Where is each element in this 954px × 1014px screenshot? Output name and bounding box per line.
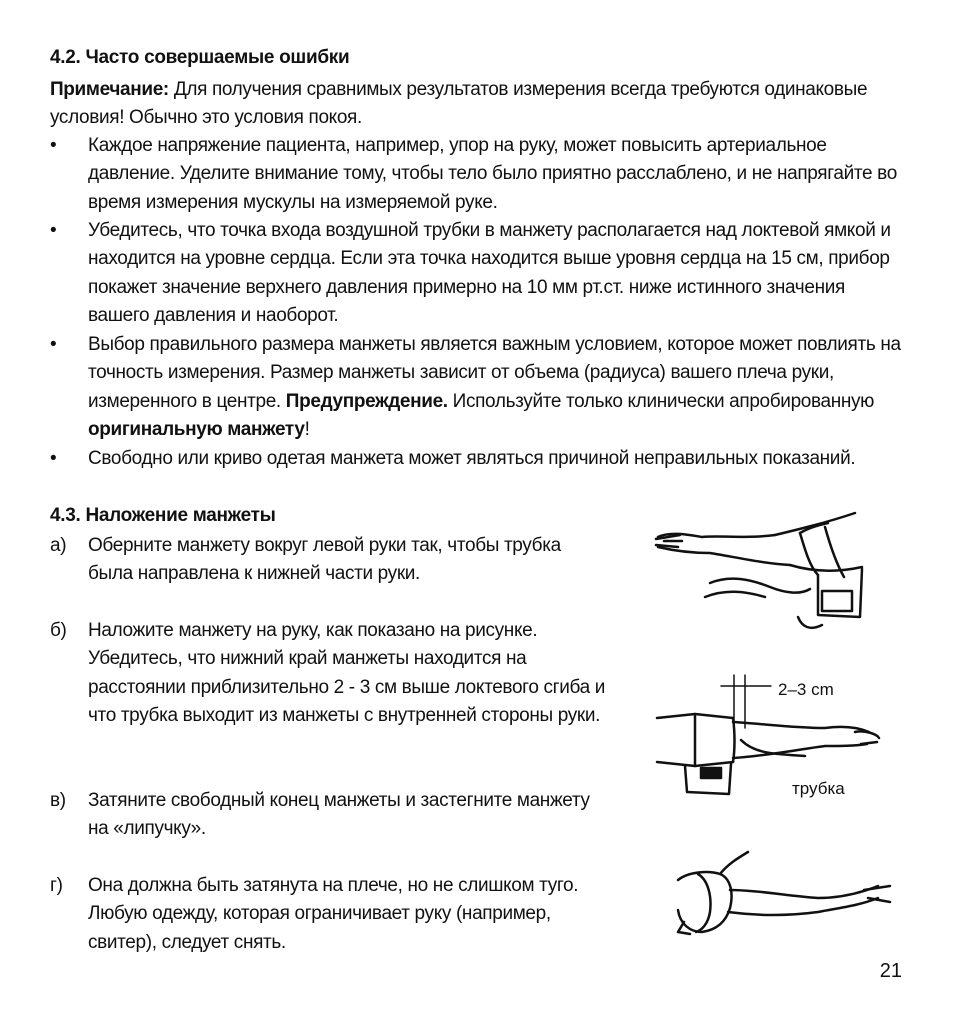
- section-heading-4-2: 4.2. Часто совершаемые ошибки: [50, 47, 350, 68]
- note-text: Для получения сравнимых результатов измерения всегда требуются одинаковые условия! Обычно это условия покоя.: [50, 79, 868, 129]
- bullet-item: [50, 132, 910, 217]
- bullet-dot: •: [50, 448, 57, 469]
- bullet-text: [88, 331, 910, 445]
- distance-label: 2–3 cm: [778, 680, 834, 699]
- bullet-dot: •: [50, 334, 57, 355]
- step-text: Она должна быть затянута на плече, но не слишком туго. Любую одежду, которая ограничивает руку (например, свитер), следует снять.: [88, 875, 579, 953]
- bullet-text-part: !: [304, 419, 310, 441]
- figure-tighten-cuff: [668, 850, 898, 950]
- bullet-text-part: Выбор правильного размера манжеты является важным условием, которое может повлиять на точность измерения. Размер манжеты зависит от объема (радиуса) вашего плеча руки, измеренного в центре.: [88, 334, 901, 412]
- bullet-text: Свободно или криво одетая манжета может являться причиной неправильных показаний.: [88, 448, 856, 469]
- bullet-text: Каждое напряжение пациента, например, упор на руку, может повысить артериальное давление. Уделите внимание тому, чтобы тело было приятно расслаблено, и не напрягайте во время измерения мускулы на измеряемой руке.: [88, 135, 897, 213]
- note-paragraph: [50, 76, 910, 133]
- tube-label: трубка: [792, 779, 845, 798]
- step-text: Оберните манжету вокруг левой руки так, чтобы трубка была направлена к нижней части руки.: [88, 535, 561, 585]
- arm-wrap-illustration: [650, 505, 880, 645]
- tighten-cuff-illustration: [668, 850, 898, 950]
- bullet-dot: •: [50, 135, 57, 156]
- step-text: Затяните свободный конец манжеты и застегните манжету на «липучку».: [88, 790, 590, 840]
- step-text: Наложите манжету на руку, как показано на рисунке. Убедитесь, что нижний край манжеты находится на расстоянии приблизительно 2 - 3 см выше локтевого сгиба и что трубка выходит из манжеты с внутренней стороны руки.: [88, 620, 605, 727]
- bullet-item: [50, 331, 910, 445]
- figure-cuff-position: [655, 670, 885, 805]
- section-heading-4-3: 4.3. Наложение манжеты: [50, 505, 276, 526]
- page-number: 21: [879, 960, 902, 982]
- original-cuff-emphasis: оригинальную манжету: [88, 419, 305, 441]
- step-item: [50, 617, 610, 731]
- bullet-dot: •: [50, 220, 57, 241]
- step-label: в): [50, 790, 66, 811]
- note-label: Примечание:: [50, 79, 169, 100]
- bullet-item: [50, 217, 910, 331]
- bullet-text-part: Используйте только клинически апробированную: [447, 390, 875, 412]
- step-label: г): [50, 875, 63, 896]
- figure-wrap-cuff: [650, 505, 880, 645]
- step-label: б): [50, 620, 67, 641]
- step-label: а): [50, 535, 67, 556]
- step-item: [50, 787, 610, 844]
- bullet-text: Убедитесь, что точка входа воздушной трубки в манжету располагается над локтевой ямкой и находится на уровне сердца. Если эта точка находится выше уровня сердца на 15 см, прибор покажет значение верхнего давления примерно на 10 мм рт.ст. ниже истинного значения вашего давления и наоборот.: [88, 220, 891, 327]
- step-item: [50, 872, 610, 957]
- warning-label: Предупреждение.: [285, 390, 448, 412]
- bullet-item: [50, 445, 910, 473]
- step-item: [50, 532, 610, 589]
- cuff-position-illustration: [655, 670, 885, 805]
